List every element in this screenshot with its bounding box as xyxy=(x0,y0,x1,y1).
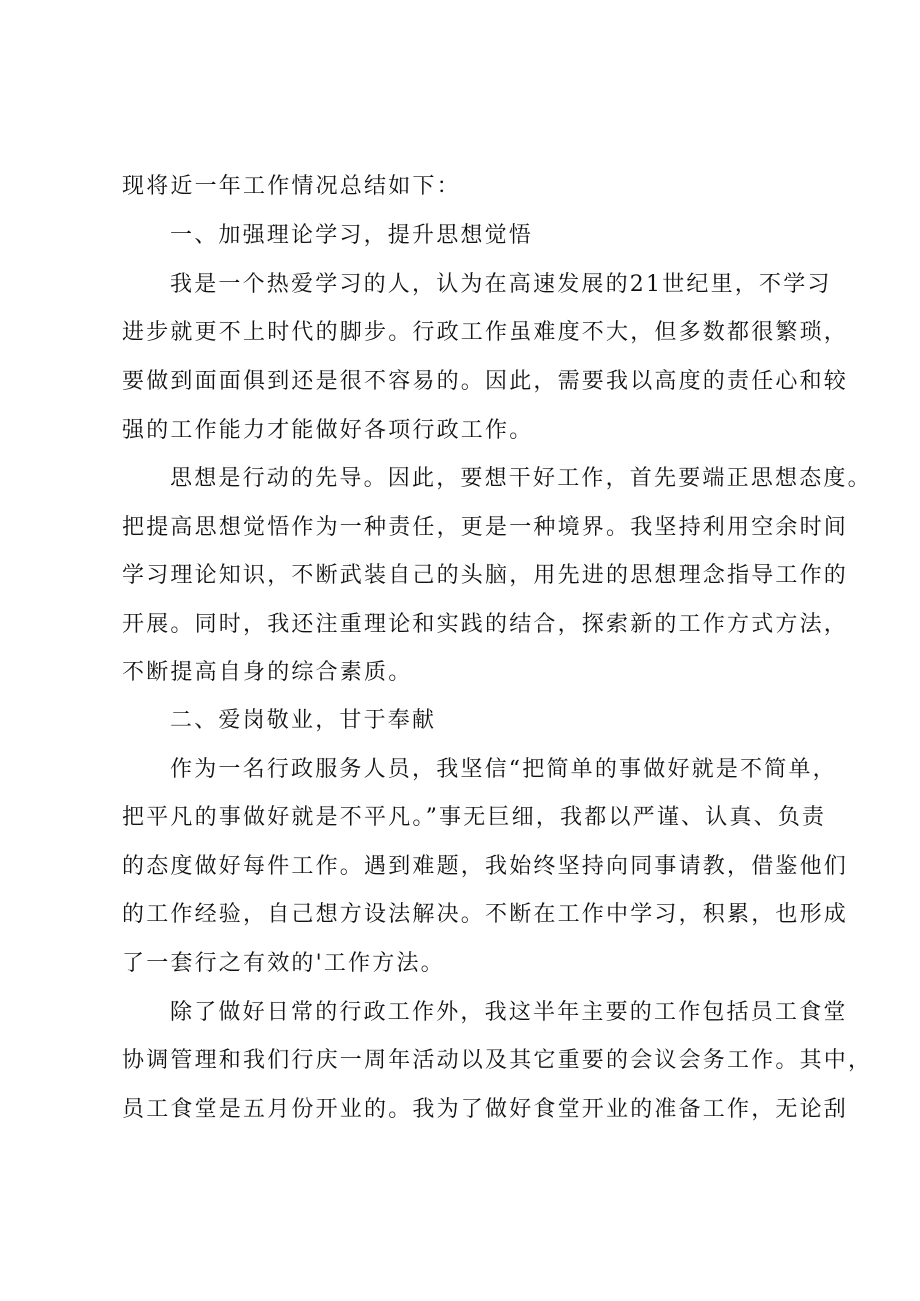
text-line: 协调管理和我们行庆一周年活动以及其它重要的会议会务工作。其中， xyxy=(122,1048,873,1073)
text-line: 把提高思想觉悟作为一种责任，更是一种境界。我坚持利用空余时间 xyxy=(122,515,849,540)
text-line: 的工作经验，自己想方设法解决。不断在工作中学习，积累，也形成 xyxy=(122,902,849,927)
text-line: 除了做好日常的行政工作外，我这半年主要的工作包括员工食堂 xyxy=(170,1000,848,1025)
section-heading: 二、爱岗敬业，甘于奉献 xyxy=(170,708,437,733)
text-line: 进步就更不上时代的脚步。行政工作虽难度不大，但多数都很繁琐， xyxy=(122,320,849,345)
text-line: 要做到面面俱到还是很不容易的。因此，需要我以高度的责任心和较 xyxy=(122,369,849,394)
text-line: 强的工作能力才能做好各项行政工作。 xyxy=(122,418,534,443)
text-line: 思想是行动的先导。因此，要想干好工作，首先要端正思想态度。 xyxy=(170,466,872,491)
text-line: 我是一个热爱学习的人，认为在高速发展的21世纪里，不学习 xyxy=(170,272,832,297)
text-line: 员工食堂是五月份开业的。我为了做好食堂开业的准备工作，无论刮 xyxy=(122,1097,849,1122)
text-line: 现将近一年工作情况总结如下： xyxy=(122,174,461,199)
text-line: 不断提高自身的综合素质。 xyxy=(122,660,413,685)
text-line: 开展。同时，我还注重理论和实践的结合，探索新的工作方式方法， xyxy=(122,612,849,637)
text-line: 作为一名行政服务人员，我坚信“把简单的事做好就是不简单， xyxy=(170,757,837,782)
section-heading: 一、加强理论学习，提升思想觉悟 xyxy=(170,223,534,248)
text-line: 把平凡的事做好就是不平凡。”事无巨细，我都以严谨、认真、负责 xyxy=(122,805,827,830)
text-line: 的态度做好每件工作。遇到难题，我始终坚持向同事请教，借鉴他们 xyxy=(122,854,849,879)
text-line: 学习理论知识，不断武装自己的头脑，用先进的思想理念指导工作的 xyxy=(122,563,849,588)
text-line: 了一套行之有效的'工作方法。 xyxy=(122,951,445,976)
